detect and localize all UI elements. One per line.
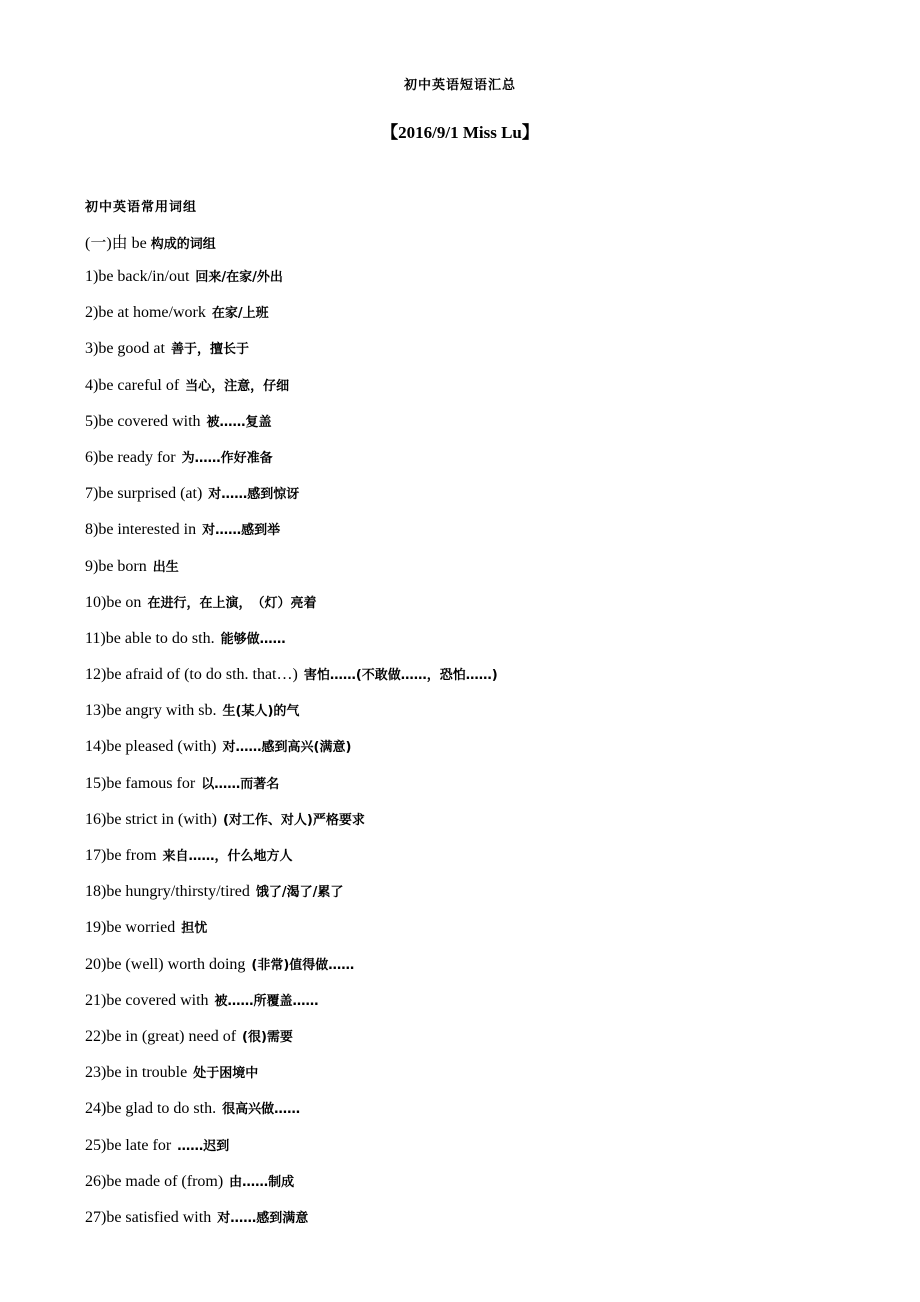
phrase-english: 19)be worried <box>85 919 176 937</box>
phrase-english: 22)be in (great) need of <box>85 1027 237 1045</box>
phrase-item <box>85 556 498 592</box>
phrase-item <box>85 519 498 555</box>
phrase-chinese: 善于，擅长于 <box>170 342 249 358</box>
phrase-english: 27)be satisfied with <box>85 1208 212 1226</box>
phrase-chinese: 担忧 <box>181 921 208 937</box>
phrase-item <box>85 917 498 953</box>
phrase-english: 9)be born <box>85 557 147 575</box>
phrase-chinese: 来自……，什么地方人 <box>162 849 293 864</box>
phrase-item <box>85 990 498 1026</box>
phrase-chinese: 很高兴做…… <box>222 1102 301 1118</box>
phrase-item <box>85 881 498 917</box>
phrase-item <box>85 628 498 664</box>
phrase-english: 6)be ready for <box>85 448 176 466</box>
phrase-english: 12)be afraid of (to do sth. that…) <box>85 666 298 684</box>
phrase-english: 1)be back/in/out <box>85 268 190 285</box>
phrase-item <box>85 375 498 411</box>
phrase-item <box>85 700 498 736</box>
phrase-item <box>85 483 498 519</box>
phrase-chinese: 饿了/渴了/累了 <box>255 885 344 901</box>
phrase-chinese: ……迟到 <box>177 1138 230 1154</box>
phrase-item <box>85 1026 498 1062</box>
phrase-english: 8)be interested in <box>85 521 197 539</box>
phrase-chinese: (很)需要 <box>242 1029 293 1045</box>
phrase-chinese: 当心，注意，仔细 <box>185 378 290 394</box>
phrase-chinese: 回来/在家/外出 <box>195 270 283 285</box>
phrase-english: 11)be able to do sth. <box>85 629 215 647</box>
phrase-english: 25)be late for <box>85 1136 172 1154</box>
phrase-english: 20)be (well) worth doing <box>85 955 246 973</box>
phrase-chinese: 出生 <box>152 559 179 575</box>
phrase-item <box>85 773 498 809</box>
phrase-item <box>85 447 498 483</box>
phrase-chinese: 能够做…… <box>220 631 286 647</box>
phrase-list <box>85 266 498 1243</box>
phrase-english: 7)be surprised (at) <box>85 485 203 503</box>
phrase-chinese: 在家/上班 <box>211 306 269 322</box>
phrase-chinese: 被……复盖 <box>206 414 272 430</box>
phrase-chinese: 以……而著名 <box>201 776 280 792</box>
phrase-chinese: 由……制成 <box>229 1174 295 1190</box>
phrase-chinese: 在进行，在上演， （灯）亮着 <box>147 595 317 611</box>
phrase-item <box>85 1135 498 1171</box>
phrase-chinese: 被……所覆盖…… <box>214 993 319 1009</box>
phrase-chinese: 生(某人)的气 <box>222 704 300 720</box>
phrase-item <box>85 302 498 338</box>
subsection-zh: 构成的词组 <box>150 237 216 252</box>
phrase-english: 3)be good at <box>85 340 165 358</box>
phrase-chinese: 处于困境中 <box>193 1066 259 1082</box>
subsection-heading <box>85 230 216 253</box>
phrase-chinese: (非常)值得做…… <box>251 957 355 973</box>
phrase-item <box>85 664 498 700</box>
phrase-chinese: 害怕……(不敢做……，恐怕……) <box>303 668 498 684</box>
phrase-english: 13)be angry with sb. <box>85 702 217 720</box>
phrase-item <box>85 592 498 628</box>
phrase-english: 17)be from <box>85 847 157 864</box>
phrase-item <box>85 266 498 302</box>
phrase-english: 24)be glad to do sth. <box>85 1100 217 1118</box>
phrase-english: 5)be covered with <box>85 412 201 430</box>
phrase-english: 16)be strict in (with) <box>85 810 217 828</box>
document-title: 初中英语短语汇总 <box>403 78 516 93</box>
phrase-english: 18)be hungry/thirsty/tired <box>85 883 250 901</box>
subsection-label: (一)由 be <box>85 235 147 252</box>
phrase-item <box>85 1062 498 1098</box>
phrase-english: 26)be made of (from) <box>85 1172 224 1190</box>
phrase-item <box>85 809 498 845</box>
section-heading: 初中英语常用词组 <box>85 200 198 215</box>
phrase-item <box>85 1098 498 1134</box>
phrase-item <box>85 954 498 990</box>
phrase-item <box>85 411 498 447</box>
phrase-english: 14)be pleased (with) <box>85 738 217 756</box>
phrase-english: 21)be covered with <box>85 991 209 1009</box>
phrase-chinese: 对……感到惊讶 <box>208 487 300 503</box>
phrase-chinese: 对……感到满意 <box>217 1210 309 1226</box>
phrase-english: 15)be famous for <box>85 774 196 792</box>
phrase-item <box>85 1171 498 1207</box>
phrase-chinese: 对……感到高兴(满意) <box>222 740 352 756</box>
phrase-item <box>85 736 498 772</box>
phrase-chinese: (对工作、对人)严格要求 <box>222 812 365 828</box>
phrase-chinese: 对……感到举 <box>202 523 281 539</box>
phrase-english: 23)be in trouble <box>85 1064 188 1082</box>
phrase-item <box>85 845 498 881</box>
phrase-item <box>85 1207 498 1243</box>
phrase-english: 2)be at home/work <box>85 304 206 322</box>
phrase-item <box>85 338 498 374</box>
phrase-english: 10)be on <box>85 593 142 611</box>
phrase-chinese: 为……作好准备 <box>181 450 273 466</box>
document-subtitle: 【2016/9/1 Miss Lu】 <box>381 123 539 142</box>
phrase-english: 4)be careful of <box>85 376 180 394</box>
